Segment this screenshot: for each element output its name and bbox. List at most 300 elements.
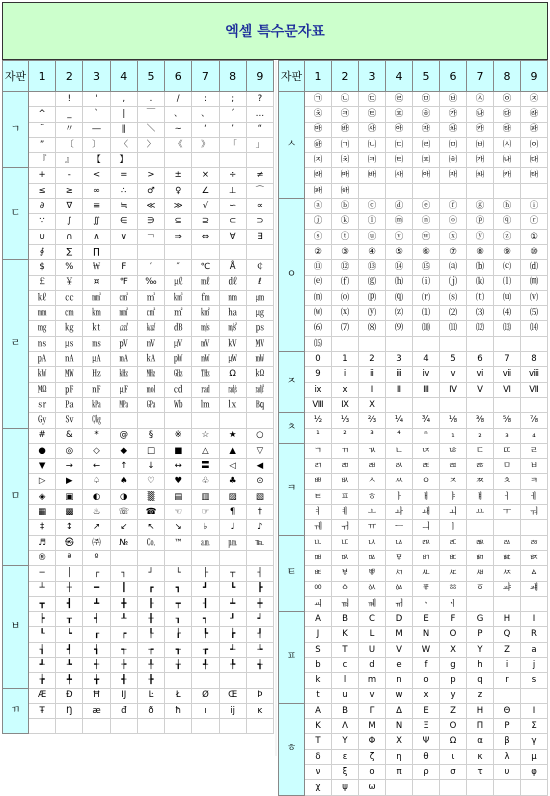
symbol-cell <box>165 153 192 168</box>
symbol-cell: ㉭ <box>413 107 440 122</box>
symbol-cell: ㎘ <box>29 290 56 305</box>
symbol-cell: ￦ <box>83 260 110 275</box>
symbol-cell: ┵ <box>219 642 246 657</box>
symbol-row <box>3 566 274 581</box>
symbol-cell: ™ <box>165 535 192 550</box>
symbol-cell: … <box>246 107 273 122</box>
symbol-cell: ② <box>305 244 332 259</box>
symbol-cell: ♀ <box>165 183 192 198</box>
symbol-row <box>3 290 274 305</box>
symbol-cell: ㎋ <box>83 382 110 397</box>
symbol-cell: J <box>305 627 332 642</box>
symbol-row <box>279 627 548 642</box>
symbol-cell: ⒤ <box>413 275 440 290</box>
symbol-row <box>279 596 548 611</box>
symbol-cell: ㉱ <box>521 107 548 122</box>
symbol-cell: ㆄ <box>413 581 440 596</box>
symbol-cell: ″ <box>165 260 192 275</box>
symbol-cell: ⒮ <box>440 290 467 305</box>
symbol-cell: ▷ <box>29 474 56 489</box>
symbol-row <box>279 321 548 336</box>
symbol-cell: ㈀ <box>332 137 359 152</box>
symbol-cell: æ <box>83 703 110 718</box>
symbol-cell: ☆ <box>192 428 219 443</box>
symbol-cell: Ⅰ <box>359 382 386 397</box>
symbol-cell: ⓥ <box>386 229 413 244</box>
symbol-cell: ∞ <box>83 183 110 198</box>
symbol-cell: ㉰ <box>494 107 521 122</box>
symbol-cell: ⑺ <box>332 321 359 336</box>
symbol-row <box>3 535 274 550</box>
symbol-cell: ￢ <box>137 229 164 244</box>
symbol-cell: ⅹ <box>332 382 359 397</box>
symbol-cell: ∈ <box>110 214 137 229</box>
symbol-cell: ㉬ <box>386 107 413 122</box>
symbol-cell: ¤ <box>83 275 110 290</box>
symbol-cell: ㈖ <box>440 168 467 183</box>
symbol-cell: ⒟ <box>521 260 548 275</box>
symbol-cell: ↔ <box>165 459 192 474</box>
symbol-cell: ℃ <box>192 260 219 275</box>
symbol-cell: 》 <box>192 137 219 152</box>
symbol-cell <box>359 183 386 198</box>
symbol-cell: ♣ <box>219 474 246 489</box>
symbol-cell: b <box>305 657 332 672</box>
symbol-cell: ℉ <box>110 275 137 290</box>
symbol-row <box>279 719 548 734</box>
symbol-cell: ㅀ <box>467 459 494 474</box>
header-number-8: 8 <box>219 61 246 92</box>
symbol-cell: ∼ <box>165 122 192 137</box>
symbol-cell: ⓟ <box>467 214 494 229</box>
symbol-cell: ⓙ <box>305 214 332 229</box>
symbol-cell: υ <box>494 765 521 780</box>
symbol-cell: ㄼ <box>359 459 386 474</box>
symbol-cell: ① <box>521 229 548 244</box>
symbol-cell: ⓣ <box>332 229 359 244</box>
symbol-cell: ㎄ <box>137 352 164 367</box>
symbol-row <box>3 137 274 152</box>
symbol-cell: ⓔ <box>413 199 440 214</box>
symbol-cell: ⑬ <box>359 260 386 275</box>
symbol-cell: e <box>386 657 413 672</box>
symbol-cell: ▩ <box>56 505 83 520</box>
symbol-cell: ■ <box>165 443 192 458</box>
symbol-cell: 〃 <box>56 122 83 137</box>
symbol-cell: ┲ <box>192 642 219 657</box>
symbol-cell: → <box>56 459 83 474</box>
symbol-row <box>3 275 274 290</box>
symbol-cell: ㉫ <box>359 107 386 122</box>
symbol-cell: ㎎ <box>29 321 56 336</box>
symbol-cell <box>494 336 521 351</box>
symbol-cell: A <box>305 612 332 627</box>
symbol-cell: ⊙ <box>246 474 273 489</box>
symbol-cell: Π <box>467 719 494 734</box>
symbol-cell <box>137 153 164 168</box>
symbol-cell: ㆈ <box>521 581 548 596</box>
symbol-cell: ㅏ <box>386 489 413 504</box>
symbol-cell: ∨ <box>110 229 137 244</box>
symbol-cell: ◀ <box>246 459 273 474</box>
symbol-cell: ⅱ <box>359 367 386 382</box>
symbol-cell: └ <box>165 566 192 581</box>
symbol-cell: x <box>413 688 440 703</box>
symbol-cell: ㉿ <box>56 535 83 550</box>
column-divider <box>275 60 277 756</box>
symbol-cell: ⒫ <box>359 290 386 305</box>
symbol-cell: δ <box>305 749 332 764</box>
symbol-cell: ￠ <box>246 260 273 275</box>
symbol-row <box>3 657 274 672</box>
symbol-cell: ⒱ <box>521 290 548 305</box>
symbol-cell: ㉹ <box>494 122 521 137</box>
symbol-cell: ρ <box>413 765 440 780</box>
symbol-cell: ㄿ <box>440 459 467 474</box>
symbol-cell <box>440 336 467 351</box>
symbol-cell: d <box>359 657 386 672</box>
symbol-row <box>279 397 548 412</box>
symbol-cell: ? <box>246 92 273 107</box>
symbol-cell: ㎚ <box>219 290 246 305</box>
symbol-row <box>279 214 548 229</box>
header-jaum: 자판 <box>279 61 305 92</box>
symbol-cell: Ω <box>440 734 467 749</box>
symbol-cell: ⒬ <box>386 290 413 305</box>
symbol-cell: 3 <box>386 352 413 367</box>
symbol-cell <box>110 550 137 565</box>
symbol-cell: ⓞ <box>440 214 467 229</box>
symbol-cell <box>521 183 548 198</box>
symbol-cell: X <box>440 642 467 657</box>
symbol-cell: Ⅸ <box>332 397 359 412</box>
symbol-cell: ⅵ <box>467 367 494 382</box>
symbol-cell: ㎂ <box>83 352 110 367</box>
jaum-key-2: ㄹ <box>3 260 29 428</box>
symbol-cell: ╂ <box>137 612 164 627</box>
symbol-cell: ㄶ <box>440 443 467 458</box>
symbol-cell: ㎕ <box>165 275 192 290</box>
symbol-cell: ㆃ <box>386 581 413 596</box>
symbol-row <box>3 183 274 198</box>
symbol-cell: ┙ <box>246 612 273 627</box>
symbol-row <box>3 459 274 474</box>
symbol-cell: ㅙ <box>413 505 440 520</box>
symbol-cell: ∥ <box>110 122 137 137</box>
symbol-cell: ㅅ <box>359 474 386 489</box>
symbol-cell: ⒵ <box>386 306 413 321</box>
symbol-row <box>3 352 274 367</box>
symbol-cell: ◐ <box>83 489 110 504</box>
symbol-row <box>3 505 274 520</box>
symbol-cell: ┕ <box>56 627 83 642</box>
symbol-cell: ㏅ <box>165 382 192 397</box>
header-number-2: 2 <box>332 61 359 92</box>
symbol-cell: ㅨ <box>386 535 413 550</box>
symbol-cell: ′ <box>137 260 164 275</box>
symbol-cell: ㅴ <box>467 550 494 565</box>
symbol-cell: ⅝ <box>494 413 521 428</box>
symbol-cell: ㎡ <box>165 306 192 321</box>
header-number-6: 6 <box>440 61 467 92</box>
symbol-cell: ㏛ <box>29 397 56 412</box>
symbol-cell: ㎶ <box>165 336 192 351</box>
symbol-cell: 〓 <box>192 459 219 474</box>
symbol-cell: ㈋ <box>386 153 413 168</box>
symbol-cell: ╁ <box>165 657 192 672</box>
symbol-cell: ' <box>83 92 110 107</box>
symbol-cell: ∏ <box>83 244 110 259</box>
symbol-cell: 8 <box>521 352 548 367</box>
symbol-cell: ð <box>137 703 164 718</box>
symbol-cell: ㅥ <box>305 535 332 550</box>
symbol-cell: O <box>440 627 467 642</box>
symbol-cell: ⅔ <box>359 413 386 428</box>
symbol-cell: ∝ <box>246 199 273 214</box>
symbol-cell: 5 <box>440 352 467 367</box>
symbol-cell <box>386 336 413 351</box>
symbol-cell <box>521 336 548 351</box>
symbol-cell: ℡ <box>246 535 273 550</box>
symbol-cell: ↓ <box>137 459 164 474</box>
symbol-cell: ＼ <box>137 122 164 137</box>
symbol-cell: ㉡ <box>332 92 359 107</box>
symbol-cell: ♨ <box>83 505 110 520</box>
symbol-cell: ≥ <box>56 183 83 198</box>
header-number-1: 1 <box>29 61 56 92</box>
symbol-cell: ㏇ <box>137 535 164 550</box>
symbol-cell: ㆎ <box>440 596 467 611</box>
symbol-cell: ⒡ <box>332 275 359 290</box>
symbol-cell: ┏ <box>137 581 164 596</box>
symbol-cell: ㅸ <box>332 566 359 581</box>
symbol-cell: ♩ <box>219 520 246 535</box>
symbol-cell: ㎹ <box>246 336 273 351</box>
symbol-cell: ┪ <box>83 642 110 657</box>
symbol-cell <box>467 183 494 198</box>
symbol-cell: ㈏ <box>494 153 521 168</box>
symbol-cell: Δ <box>386 703 413 718</box>
symbol-cell: ㄾ <box>413 459 440 474</box>
symbol-cell: ★ <box>219 428 246 443</box>
symbol-cell: ∩ <box>56 229 83 244</box>
symbol-cell: ☞ <box>192 505 219 520</box>
symbol-cell: ┖ <box>29 627 56 642</box>
symbol-cell <box>467 397 494 412</box>
symbol-cell: ⌒ <box>246 183 273 198</box>
symbol-cell: ㅇ <box>413 474 440 489</box>
symbol-cell <box>413 397 440 412</box>
symbol-cell: ㎪ <box>83 397 110 412</box>
symbol-cell: ⓩ <box>494 229 521 244</box>
symbol-row <box>3 703 274 718</box>
symbol-cell: Æ <box>29 688 56 703</box>
symbol-cell: ∠ <box>192 183 219 198</box>
symbol-cell: ㄴ <box>386 443 413 458</box>
symbol-cell: ┾ <box>110 657 137 672</box>
symbol-cell: ⒯ <box>467 290 494 305</box>
symbol-cell: ㏐ <box>192 397 219 412</box>
symbol-cell <box>440 397 467 412</box>
symbol-row <box>279 765 548 780</box>
symbol-row <box>3 199 274 214</box>
symbol-cell <box>165 244 192 259</box>
symbol-cell: ㎨ <box>219 321 246 336</box>
symbol-cell: ┷ <box>219 596 246 611</box>
symbol-cell: @ <box>110 428 137 443</box>
symbol-cell: ⒪ <box>332 290 359 305</box>
symbol-cell: Ⅹ <box>359 397 386 412</box>
symbol-row <box>3 244 274 259</box>
symbol-cell: 《 <box>165 137 192 152</box>
symbol-cell: ÷ <box>219 168 246 183</box>
symbol-cell: z <box>467 688 494 703</box>
symbol-cell: ㉴ <box>359 122 386 137</box>
symbol-cell: F <box>440 612 467 627</box>
symbol-cell: √ <box>192 199 219 214</box>
symbol-cell: ⅓ <box>332 413 359 428</box>
symbol-cell: ` <box>83 107 110 122</box>
header-number-4: 4 <box>110 61 137 92</box>
symbol-cell: ㎐ <box>83 367 110 382</box>
symbol-cell: ⑶ <box>467 306 494 321</box>
symbol-row <box>279 199 548 214</box>
symbol-cell: ㎍ <box>246 306 273 321</box>
symbol-cell: ㎞ <box>83 306 110 321</box>
symbol-cell: ⅴ <box>440 367 467 382</box>
symbol-cell: Χ <box>386 734 413 749</box>
symbol-cell: ₄ <box>521 428 548 443</box>
symbol-cell: ĳ <box>219 703 246 718</box>
symbol-cell <box>246 244 273 259</box>
symbol-cell: f <box>413 657 440 672</box>
symbol-cell: 4 <box>413 352 440 367</box>
symbol-cell: , <box>110 92 137 107</box>
symbol-cell: Ⅷ <box>305 397 332 412</box>
symbol-cell: ㅁ <box>494 459 521 474</box>
symbol-cell: ╅ <box>246 657 273 672</box>
symbol-cell: G <box>467 612 494 627</box>
symbol-cell: ▼ <box>29 459 56 474</box>
symbol-cell <box>219 413 246 428</box>
symbol-cell: ╈ <box>83 673 110 688</box>
symbol-cell: ▧ <box>246 489 273 504</box>
symbol-cell: ㅊ <box>494 474 521 489</box>
left-symbol-table <box>2 60 274 734</box>
symbol-row <box>3 367 274 382</box>
symbol-cell: C <box>359 612 386 627</box>
symbol-cell: Ε <box>413 703 440 718</box>
symbol-cell: π <box>386 765 413 780</box>
symbol-cell: | <box>110 107 137 122</box>
symbol-cell: ⓨ <box>467 229 494 244</box>
symbol-cell <box>521 397 548 412</box>
symbol-cell: 』 <box>56 153 83 168</box>
symbol-cell: ㈘ <box>494 168 521 183</box>
symbol-cell: ; <box>219 92 246 107</box>
symbol-cell: Å <box>219 260 246 275</box>
symbol-cell: ㅯ <box>332 550 359 565</box>
symbol-cell: ⊥ <box>219 183 246 198</box>
header-number-2: 2 <box>56 61 83 92</box>
symbol-cell: τ <box>467 765 494 780</box>
jaum-key-4: ㅋ <box>279 443 305 535</box>
symbol-row <box>3 397 274 412</box>
symbol-cell: Θ <box>494 703 521 718</box>
symbol-cell <box>440 780 467 795</box>
symbol-cell: ㏆ <box>83 413 110 428</box>
symbol-cell: 【 <box>83 153 110 168</box>
symbol-cell: ∃ <box>246 229 273 244</box>
symbol-cell: □ <box>137 443 164 458</box>
symbol-cell: ㉵ <box>386 122 413 137</box>
symbol-cell: ⓘ <box>521 199 548 214</box>
symbol-cell: ㎴ <box>110 336 137 351</box>
symbol-cell: ㈍ <box>440 153 467 168</box>
symbol-cell: ┯ <box>165 596 192 611</box>
symbol-cell: ◁ <box>219 459 246 474</box>
symbol-cell: ㅾ <box>494 566 521 581</box>
symbol-cell: ⑼ <box>386 321 413 336</box>
symbol-cell: ㆀ <box>305 581 332 596</box>
symbol-cell: ξ <box>332 765 359 780</box>
jaum-key-3: ㅊ <box>279 413 305 444</box>
symbol-cell: Ⅵ <box>494 382 521 397</box>
symbol-cell: ┩ <box>56 642 83 657</box>
symbol-cell <box>332 336 359 351</box>
symbol-cell: ㈔ <box>386 168 413 183</box>
symbol-cell: ⅞ <box>521 413 548 428</box>
symbol-cell: ㎻ <box>192 352 219 367</box>
symbol-cell: ⑸ <box>521 306 548 321</box>
symbol-cell: ㆇ <box>494 581 521 596</box>
symbol-cell: ◈ <box>29 489 56 504</box>
symbol-cell: ㏉ <box>29 413 56 428</box>
symbol-cell: ┤ <box>246 566 273 581</box>
symbol-cell: ┫ <box>56 596 83 611</box>
symbol-cell: Ν <box>386 719 413 734</box>
symbol-cell: Ⅱ <box>386 382 413 397</box>
symbol-row <box>279 642 548 657</box>
symbol-cell: Z <box>494 642 521 657</box>
symbol-cell: ⒞ <box>494 260 521 275</box>
right-symbol-table <box>278 60 548 796</box>
symbol-cell: F <box>110 260 137 275</box>
symbol-cell: ⓖ <box>467 199 494 214</box>
symbol-cell: ㎥ <box>137 290 164 305</box>
symbol-row <box>3 520 274 535</box>
symbol-cell: ▦ <box>29 505 56 520</box>
symbol-cell: S <box>305 642 332 657</box>
symbol-cell: ㅢ <box>413 520 440 535</box>
symbol-cell <box>386 397 413 412</box>
symbol-cell: ⒜ <box>440 260 467 275</box>
symbol-cell: ⑻ <box>359 321 386 336</box>
symbol-cell: Ⅲ <box>413 382 440 397</box>
symbol-cell: ⒢ <box>359 275 386 290</box>
symbol-cell: △ <box>192 443 219 458</box>
symbol-cell: ┎ <box>83 627 110 642</box>
symbol-cell: ⒥ <box>440 275 467 290</box>
symbol-cell <box>110 719 137 734</box>
symbol-cell: ㏈ <box>165 321 192 336</box>
symbol-cell: = <box>110 168 137 183</box>
symbol-cell <box>467 336 494 351</box>
symbol-cell <box>137 244 164 259</box>
symbol-row <box>279 352 548 367</box>
symbol-cell: ㏖ <box>137 382 164 397</box>
symbol-cell <box>246 413 273 428</box>
